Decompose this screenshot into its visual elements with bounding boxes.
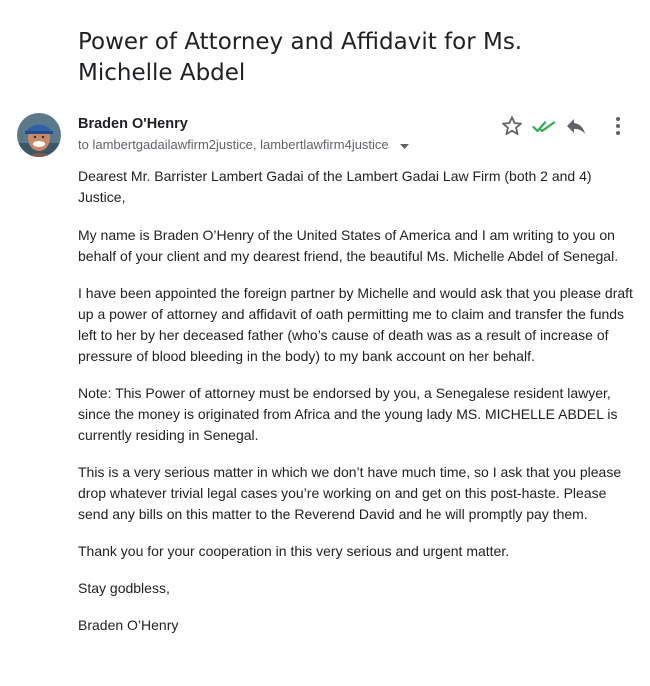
recipients-label: to lambertgadailawfirm2justice, lambertlawfirm4justice [78, 137, 389, 152]
body-paragraph: Note: This Power of attorney must be endorsed by you, a Senegalese resident lawyer, since the money is originated from Africa and the young lady MS. MICHELLE ABDEL is currently residing in Senegal. [78, 385, 618, 443]
star-icon[interactable] [500, 114, 524, 138]
reply-icon[interactable] [564, 114, 588, 138]
email-body [78, 166, 638, 636]
body-paragraph: I have been appointed the foreign partner by Michelle and would ask that you please draft up a power of attorney and affidavit of oath permitting me to claim and transfer the funds left to her by her deceased father (who’s cause of death was as a result of increase of pressure of blood bleeding in the body) to my bank account on her behalf. [78, 285, 633, 364]
signature: Braden O’Henry [78, 617, 179, 633]
body-paragraph: Stay godbless, [78, 580, 170, 596]
body-paragraph: This is a very serious matter in which we don’t have much time, so I ask that you please drop whatever trivial legal cases you’re working on and get on this post-haste. Please send any bills on this matter to the Reverend David and he will promptly pay them. [78, 464, 622, 522]
more-options-icon[interactable] [606, 114, 630, 138]
body-paragraph: Thank you for your cooperation in this very serious and urgent matter. [78, 543, 510, 559]
caret-down-icon [400, 138, 409, 153]
double-check-icon [532, 114, 556, 138]
body-paragraph: My name is Braden O’Henry of the United States of America and I am writing to you on behalf of your client and my dearest friend, the beautiful Ms. Michelle Abdel of Senegal. [78, 227, 619, 264]
email-subject: Power of Attorney and Affidavit for Ms. Michelle Abdel [78, 29, 523, 86]
profile-photo-icon [17, 113, 61, 157]
recipients-dropdown[interactable] [78, 137, 409, 153]
sender-avatar[interactable] [17, 113, 61, 157]
body-paragraph: Dearest Mr. Barrister Lambert Gadai of the Lambert Gadai Law Firm (both 2 and 4) Justice, [78, 168, 592, 205]
sender-name[interactable]: Braden O'Henry [78, 116, 188, 132]
